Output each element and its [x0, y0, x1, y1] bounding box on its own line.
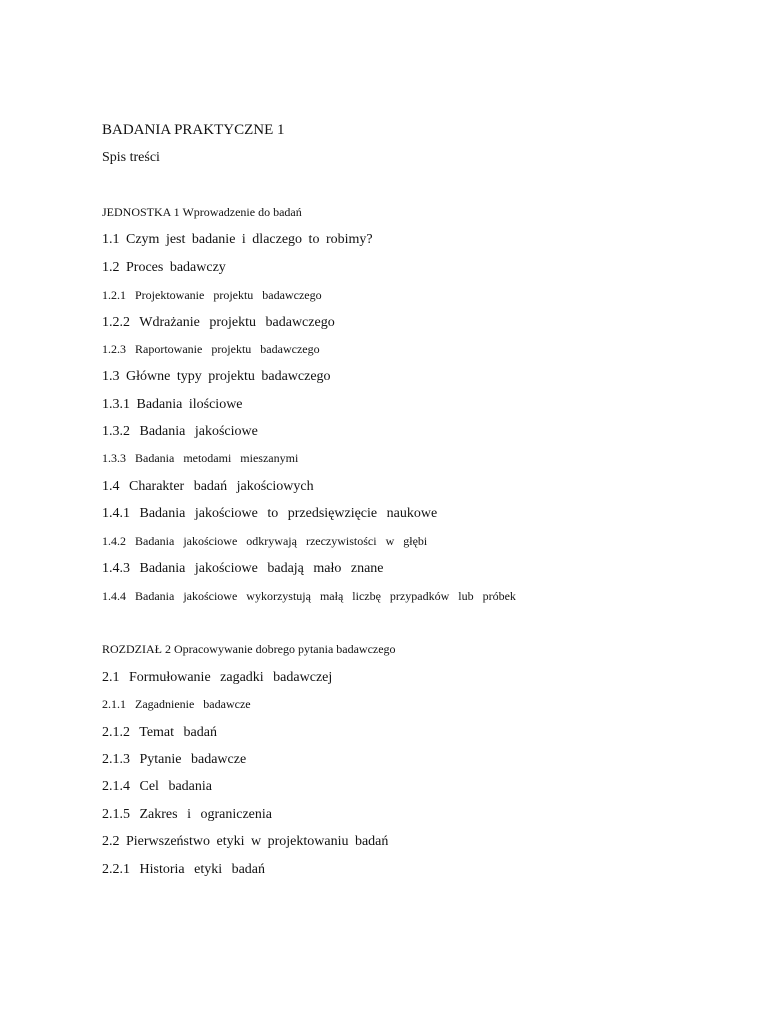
- toc-entry-1-1[interactable]: 1.1 Czym jest badanie i dlaczego to robimy?: [102, 232, 373, 247]
- toc-entry-2-2-1[interactable]: 2.2.1 Historia etyki badań: [102, 862, 266, 877]
- toc-entry-1-3[interactable]: 1.3 Główne typy projektu badawczego: [102, 369, 331, 384]
- toc-entry-2-1-1[interactable]: 2.1.1 Zagadnienie badawcze: [102, 697, 251, 711]
- toc-entry-1-4-2[interactable]: 1.4.2 Badania jakościowe odkrywają rzeczywistości w głębi: [102, 534, 428, 548]
- toc-entry-2-1-4[interactable]: 2.1.4 Cel badania: [102, 779, 212, 794]
- toc-entry-2-1-2[interactable]: 2.1.2 Temat badań: [102, 725, 217, 740]
- toc-entry-1-2[interactable]: 1.2 Proces badawczy: [102, 260, 226, 275]
- toc-entry-2-2[interactable]: 2.2 Pierwszeństwo etyki w projektowaniu badań: [102, 834, 389, 849]
- toc-entry-1-2-1[interactable]: 1.2.1 Projektowanie projektu badawczego: [102, 288, 322, 302]
- toc-entry-1-4-1[interactable]: 1.4.1 Badania jakościowe to przedsięwzięcie naukowe: [102, 506, 438, 521]
- toc-entry-2-1-5[interactable]: 2.1.5 Zakres i ograniczenia: [102, 807, 272, 822]
- toc-entry-2-1[interactable]: 2.1 Formułowanie zagadki badawczej: [102, 670, 333, 685]
- document-title: BADANIA PRAKTYCZNE 1: [102, 122, 285, 138]
- toc-entry-1-4[interactable]: 1.4 Charakter badań jakościowych: [102, 479, 314, 494]
- toc-entry-1-4-4[interactable]: 1.4.4 Badania jakościowe wykorzystują małą liczbę przypadków lub próbek: [102, 589, 516, 603]
- toc-entry-1-3-1[interactable]: 1.3.1 Badania ilościowe: [102, 397, 243, 412]
- unit-1-heading: JEDNOSTKA 1 Wprowadzenie do badań: [102, 205, 302, 219]
- toc-entry-1-3-2[interactable]: 1.3.2 Badania jakościowe: [102, 424, 258, 439]
- toc-entry-1-2-3[interactable]: 1.2.3 Raportowanie projektu badawczego: [102, 342, 320, 356]
- toc-entry-1-4-3[interactable]: 1.4.3 Badania jakościowe badają mało znane: [102, 561, 384, 576]
- toc-heading: Spis treści: [102, 150, 160, 165]
- toc-entry-1-3-3[interactable]: 1.3.3 Badania metodami mieszanymi: [102, 451, 299, 465]
- toc-entry-1-2-2[interactable]: 1.2.2 Wdrażanie projektu badawczego: [102, 315, 335, 330]
- toc-entry-2-1-3[interactable]: 2.1.3 Pytanie badawcze: [102, 752, 247, 767]
- unit-2-heading: ROZDZIAŁ 2 Opracowywanie dobrego pytania badawczego: [102, 642, 396, 656]
